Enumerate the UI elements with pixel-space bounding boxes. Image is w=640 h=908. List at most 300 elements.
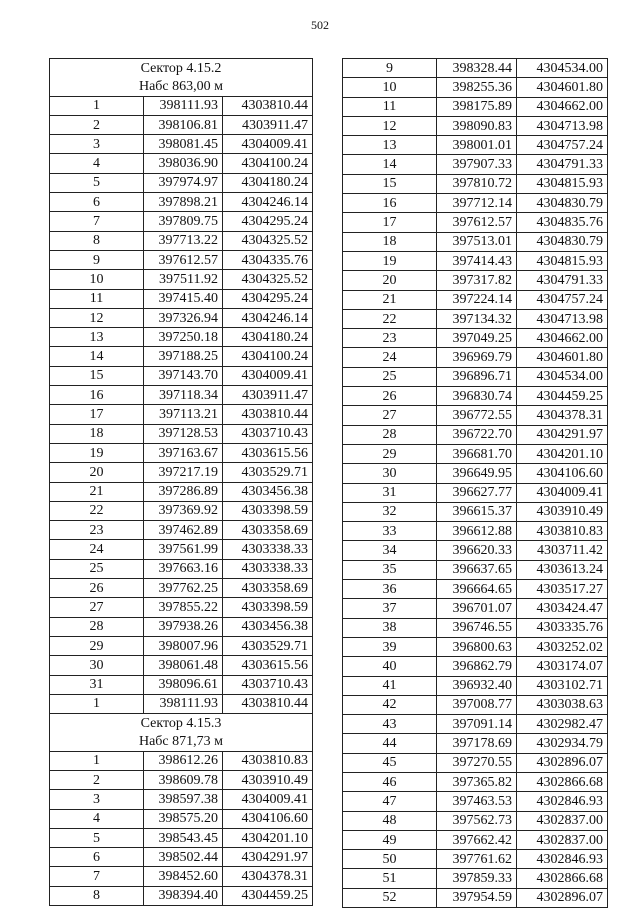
table-row [343, 232, 608, 251]
coordinate-x: 397415.40 [144, 289, 223, 308]
coordinate-x: 397365.82 [437, 772, 517, 791]
point-number: 17 [50, 405, 144, 424]
point-number: 15 [50, 366, 144, 385]
coordinate-x: 398502.44 [144, 848, 223, 867]
coordinate-x: 397286.89 [144, 482, 223, 501]
table-row [50, 636, 313, 655]
point-number: 1 [50, 96, 144, 115]
sector-header-row [50, 714, 313, 733]
coordinate-y: 4303398.59 [223, 501, 313, 520]
coordinate-y: 4304009.41 [517, 483, 608, 502]
coordinate-y: 4304534.00 [517, 59, 608, 78]
coordinate-x: 398036.90 [144, 154, 223, 173]
point-number: 2 [50, 770, 144, 789]
coordinate-x: 398001.01 [437, 136, 517, 155]
coordinate-x: 396612.88 [437, 522, 517, 541]
point-number: 10 [343, 78, 437, 97]
point-number: 22 [343, 309, 437, 328]
coordinate-x: 396830.74 [437, 387, 517, 406]
table-row [50, 559, 313, 578]
coordinate-y: 4304830.79 [517, 194, 608, 213]
coordinate-x: 396772.55 [437, 406, 517, 425]
coordinate-x: 398597.38 [144, 790, 223, 809]
table-row [343, 464, 608, 483]
coordinate-y: 4302846.93 [517, 792, 608, 811]
table-row [343, 483, 608, 502]
coordinate-y: 4304378.31 [517, 406, 608, 425]
point-number: 36 [343, 580, 437, 599]
coordinate-x: 397463.53 [437, 792, 517, 811]
table-row [50, 96, 313, 115]
coordinate-x: 397317.82 [437, 271, 517, 290]
point-number: 37 [343, 599, 437, 618]
coordinate-y: 4304459.25 [223, 886, 313, 905]
coordinate-y: 4303710.43 [223, 675, 313, 694]
coordinate-y: 4304830.79 [517, 232, 608, 251]
point-number: 29 [50, 636, 144, 655]
coordinate-y: 4304378.31 [223, 867, 313, 886]
table-row [50, 443, 313, 462]
coordinate-y: 4303456.38 [223, 617, 313, 636]
table-row [343, 290, 608, 309]
point-number: 49 [343, 830, 437, 849]
point-number: 5 [50, 173, 144, 192]
coordinate-x: 398061.48 [144, 656, 223, 675]
point-number: 2 [50, 115, 144, 134]
point-number: 7 [50, 212, 144, 231]
point-number: 27 [50, 598, 144, 617]
coordinate-x: 398609.78 [144, 770, 223, 789]
table-row [343, 444, 608, 463]
table-row [50, 231, 313, 250]
point-number: 6 [50, 848, 144, 867]
table-row [343, 406, 608, 425]
coordinate-x: 396620.33 [437, 541, 517, 560]
coordinate-y: 4304180.24 [223, 173, 313, 192]
table-row [343, 522, 608, 541]
table-row [50, 405, 313, 424]
point-number: 21 [50, 482, 144, 501]
table-row [343, 97, 608, 116]
point-number: 22 [50, 501, 144, 520]
point-number: 20 [50, 463, 144, 482]
coordinate-x: 397907.33 [437, 155, 517, 174]
point-number: 20 [343, 271, 437, 290]
coordinate-x: 396932.40 [437, 676, 517, 695]
point-number: 47 [343, 792, 437, 811]
coordinate-x: 398007.96 [144, 636, 223, 655]
table-row [50, 193, 313, 212]
point-number: 14 [50, 347, 144, 366]
coordinate-x: 397761.62 [437, 850, 517, 869]
table-row [50, 790, 313, 809]
point-number: 17 [343, 213, 437, 232]
coordinate-x: 398096.61 [144, 675, 223, 694]
coordinate-y: 4304291.97 [223, 848, 313, 867]
coordinate-y: 4303529.71 [223, 636, 313, 655]
coordinate-y: 4304335.76 [223, 250, 313, 269]
coordinate-x: 397217.19 [144, 463, 223, 482]
coordinate-x: 398575.20 [144, 809, 223, 828]
coordinate-y: 4304201.10 [223, 828, 313, 847]
table-row [343, 830, 608, 849]
table-row [50, 579, 313, 598]
point-number: 33 [343, 522, 437, 541]
coordinate-x: 397974.97 [144, 173, 223, 192]
point-number: 31 [343, 483, 437, 502]
point-number: 9 [50, 250, 144, 269]
coordinate-y: 4303398.59 [223, 598, 313, 617]
coordinate-x: 396649.95 [437, 464, 517, 483]
table-row [50, 328, 313, 347]
table-row [343, 599, 608, 618]
coordinate-y: 4303615.56 [223, 656, 313, 675]
point-number: 7 [50, 867, 144, 886]
coordinate-x: 397128.53 [144, 424, 223, 443]
coordinate-y: 4302934.79 [517, 734, 608, 753]
table-row [343, 78, 608, 97]
point-number: 26 [50, 579, 144, 598]
point-number: 28 [50, 617, 144, 636]
coordinate-x: 397561.99 [144, 540, 223, 559]
sector-elevation: Набс 863,00 м [50, 77, 313, 96]
point-number: 21 [343, 290, 437, 309]
sector-header-row [50, 59, 313, 78]
table-row [50, 386, 313, 405]
coordinate-y: 4304601.80 [517, 78, 608, 97]
coordinate-y: 4304009.41 [223, 366, 313, 385]
coordinate-x: 398090.83 [437, 116, 517, 135]
coordinate-y: 4304601.80 [517, 348, 608, 367]
coordinate-x: 397134.32 [437, 309, 517, 328]
coordinate-x: 398543.45 [144, 828, 223, 847]
coordinate-x: 397762.25 [144, 579, 223, 598]
point-number: 35 [343, 560, 437, 579]
table-row [343, 676, 608, 695]
point-number: 30 [50, 656, 144, 675]
coordinate-x: 397163.67 [144, 443, 223, 462]
coordinate-x: 397143.70 [144, 366, 223, 385]
coordinates-table-right [342, 58, 608, 908]
point-number: 24 [343, 348, 437, 367]
coordinate-x: 397513.01 [437, 232, 517, 251]
coordinate-y: 4304180.24 [223, 328, 313, 347]
point-number: 4 [50, 154, 144, 173]
coordinate-y: 4304815.93 [517, 174, 608, 193]
table-row [50, 482, 313, 501]
coordinates-table-left [49, 58, 313, 906]
coordinate-y: 4304295.24 [223, 289, 313, 308]
coordinate-x: 396800.63 [437, 637, 517, 656]
point-number: 42 [343, 695, 437, 714]
table-row [50, 308, 313, 327]
table-row [343, 869, 608, 888]
table-row [50, 154, 313, 173]
table-row [50, 617, 313, 636]
coordinate-y: 4303910.49 [517, 502, 608, 521]
coordinate-y: 4304291.97 [517, 425, 608, 444]
point-number: 6 [50, 193, 144, 212]
table-row [343, 637, 608, 656]
point-number: 25 [50, 559, 144, 578]
coordinate-x: 398612.26 [144, 751, 223, 770]
table-row [50, 886, 313, 905]
sector-elevation-row [50, 732, 313, 751]
point-number: 46 [343, 772, 437, 791]
coordinate-y: 4303174.07 [517, 657, 608, 676]
coordinate-x: 397414.43 [437, 251, 517, 270]
point-number: 43 [343, 715, 437, 734]
coordinate-x: 398175.89 [437, 97, 517, 116]
coordinate-x: 396862.79 [437, 657, 517, 676]
point-number: 52 [343, 888, 437, 907]
coordinate-x: 397091.14 [437, 715, 517, 734]
table-row [50, 212, 313, 231]
table-row [343, 753, 608, 772]
coordinate-x: 396615.37 [437, 502, 517, 521]
coordinate-y: 4304815.93 [517, 251, 608, 270]
coordinate-x: 396701.07 [437, 599, 517, 618]
coordinate-x: 398452.60 [144, 867, 223, 886]
point-number: 19 [343, 251, 437, 270]
coordinate-x: 397462.89 [144, 521, 223, 540]
table-row [50, 250, 313, 269]
coordinate-y: 4304201.10 [517, 444, 608, 463]
coordinate-y: 4303358.69 [223, 521, 313, 540]
point-number: 18 [50, 424, 144, 443]
coordinate-x: 396722.70 [437, 425, 517, 444]
coordinate-y: 4303910.49 [223, 770, 313, 789]
point-number: 24 [50, 540, 144, 559]
coordinate-x: 397511.92 [144, 270, 223, 289]
coordinate-y: 4304009.41 [223, 790, 313, 809]
point-number: 45 [343, 753, 437, 772]
coordinate-y: 4302896.07 [517, 888, 608, 907]
coordinate-y: 4302896.07 [517, 753, 608, 772]
table-row [50, 809, 313, 828]
sector-title: Сектор 4.15.2 [50, 59, 313, 78]
coordinate-y: 4304662.00 [517, 97, 608, 116]
table-row [343, 618, 608, 637]
coordinate-x: 397369.92 [144, 501, 223, 520]
point-number: 15 [343, 174, 437, 193]
point-number: 29 [343, 444, 437, 463]
point-number: 50 [343, 850, 437, 869]
point-number: 8 [50, 886, 144, 905]
table-row [50, 289, 313, 308]
coordinate-x: 397938.26 [144, 617, 223, 636]
coordinate-x: 397612.57 [437, 213, 517, 232]
coordinate-y: 4304757.24 [517, 136, 608, 155]
coordinate-y: 4304325.52 [223, 270, 313, 289]
table-row [50, 694, 313, 713]
table-row [50, 501, 313, 520]
coordinate-y: 4303358.69 [223, 579, 313, 598]
point-number: 32 [343, 502, 437, 521]
table-row [50, 424, 313, 443]
coordinate-y: 4303810.83 [223, 751, 313, 770]
coordinate-y: 4304757.24 [517, 290, 608, 309]
coordinate-x: 396627.77 [437, 483, 517, 502]
table-row [343, 425, 608, 444]
coordinate-x: 397612.57 [144, 250, 223, 269]
table-row [50, 828, 313, 847]
coordinate-y: 4303810.44 [223, 405, 313, 424]
table-row [50, 463, 313, 482]
coordinate-y: 4302837.00 [517, 811, 608, 830]
table-row [50, 115, 313, 134]
coordinate-y: 4303810.83 [517, 522, 608, 541]
coordinate-x: 397008.77 [437, 695, 517, 714]
coordinate-x: 397049.25 [437, 329, 517, 348]
point-number: 51 [343, 869, 437, 888]
coordinate-y: 4304009.41 [223, 135, 313, 154]
point-number: 40 [343, 657, 437, 676]
point-number: 41 [343, 676, 437, 695]
table-row [343, 271, 608, 290]
coordinate-x: 397270.55 [437, 753, 517, 772]
coordinate-y: 4303810.44 [223, 96, 313, 115]
coordinate-y: 4304791.33 [517, 155, 608, 174]
table-row [50, 135, 313, 154]
coordinate-y: 4302866.68 [517, 772, 608, 791]
table-row [343, 502, 608, 521]
point-number: 27 [343, 406, 437, 425]
point-number: 23 [343, 329, 437, 348]
coordinate-y: 4303338.33 [223, 540, 313, 559]
coordinate-y: 4304106.60 [517, 464, 608, 483]
coordinate-x: 396637.65 [437, 560, 517, 579]
table-row [343, 194, 608, 213]
coordinate-x: 397178.69 [437, 734, 517, 753]
coordinate-x: 398255.36 [437, 78, 517, 97]
coordinate-x: 397713.22 [144, 231, 223, 250]
coordinate-x: 396969.79 [437, 348, 517, 367]
table-row [343, 695, 608, 714]
table-row [343, 541, 608, 560]
coordinate-x: 397224.14 [437, 290, 517, 309]
point-number: 16 [343, 194, 437, 213]
coordinate-y: 4304295.24 [223, 212, 313, 231]
table-row [343, 850, 608, 869]
point-number: 48 [343, 811, 437, 830]
coordinate-y: 4303456.38 [223, 482, 313, 501]
coordinate-y: 4303252.02 [517, 637, 608, 656]
point-number: 31 [50, 675, 144, 694]
coordinate-x: 397855.22 [144, 598, 223, 617]
coordinate-x: 397562.73 [437, 811, 517, 830]
coordinate-x: 398394.40 [144, 886, 223, 905]
coordinate-y: 4304713.98 [517, 309, 608, 328]
table-row [343, 251, 608, 270]
coordinate-y: 4304325.52 [223, 231, 313, 250]
point-number: 12 [50, 308, 144, 327]
point-number: 9 [343, 59, 437, 78]
table-row [50, 521, 313, 540]
coordinate-x: 398328.44 [437, 59, 517, 78]
page-number: 502 [311, 18, 329, 32]
coordinate-x: 397712.14 [437, 194, 517, 213]
point-number: 1 [50, 751, 144, 770]
point-number: 13 [50, 328, 144, 347]
coordinate-x: 397954.59 [437, 888, 517, 907]
coordinate-y: 4304246.14 [223, 308, 313, 327]
point-number: 11 [50, 289, 144, 308]
table-row [343, 580, 608, 599]
coordinate-y: 4303529.71 [223, 463, 313, 482]
point-number: 11 [343, 97, 437, 116]
coordinate-x: 398081.45 [144, 135, 223, 154]
coordinate-y: 4303517.27 [517, 580, 608, 599]
point-number: 44 [343, 734, 437, 753]
table-row [343, 348, 608, 367]
coordinate-y: 4303335.76 [517, 618, 608, 637]
point-number: 30 [343, 464, 437, 483]
point-number: 13 [343, 136, 437, 155]
table-row [343, 387, 608, 406]
table-row [50, 867, 313, 886]
coordinate-x: 397113.21 [144, 405, 223, 424]
coordinate-y: 4303615.56 [223, 443, 313, 462]
point-number: 26 [343, 387, 437, 406]
coordinate-y: 4304713.98 [517, 116, 608, 135]
coordinate-x: 397250.18 [144, 328, 223, 347]
table-row [343, 792, 608, 811]
table-row [343, 657, 608, 676]
table-row [343, 213, 608, 232]
table-row [50, 656, 313, 675]
point-number: 10 [50, 270, 144, 289]
point-number: 34 [343, 541, 437, 560]
coordinate-y: 4302866.68 [517, 869, 608, 888]
coordinate-y: 4303338.33 [223, 559, 313, 578]
table-row [343, 734, 608, 753]
table-row [343, 560, 608, 579]
table-row [50, 751, 313, 770]
coordinate-x: 396664.65 [437, 580, 517, 599]
table-row [343, 772, 608, 791]
coordinate-y: 4304100.24 [223, 154, 313, 173]
point-number: 12 [343, 116, 437, 135]
table-row [343, 329, 608, 348]
point-number: 28 [343, 425, 437, 444]
coordinate-x: 397809.75 [144, 212, 223, 231]
table-row [50, 540, 313, 559]
coordinate-y: 4304534.00 [517, 367, 608, 386]
point-number: 4 [50, 809, 144, 828]
coordinate-x: 397663.16 [144, 559, 223, 578]
coordinate-x: 396896.71 [437, 367, 517, 386]
coordinate-x: 397118.34 [144, 386, 223, 405]
coordinate-y: 4303038.63 [517, 695, 608, 714]
point-number: 25 [343, 367, 437, 386]
coordinate-y: 4303613.24 [517, 560, 608, 579]
table-row [50, 270, 313, 289]
table-row [343, 811, 608, 830]
coordinate-y: 4304662.00 [517, 329, 608, 348]
table-row [50, 770, 313, 789]
coordinate-x: 396681.70 [437, 444, 517, 463]
table-row [343, 116, 608, 135]
coordinate-y: 4302982.47 [517, 715, 608, 734]
table-row [50, 366, 313, 385]
coordinate-y: 4304459.25 [517, 387, 608, 406]
table-row [343, 136, 608, 155]
table-row [50, 347, 313, 366]
point-number: 18 [343, 232, 437, 251]
table-row [343, 155, 608, 174]
coordinate-y: 4302837.00 [517, 830, 608, 849]
